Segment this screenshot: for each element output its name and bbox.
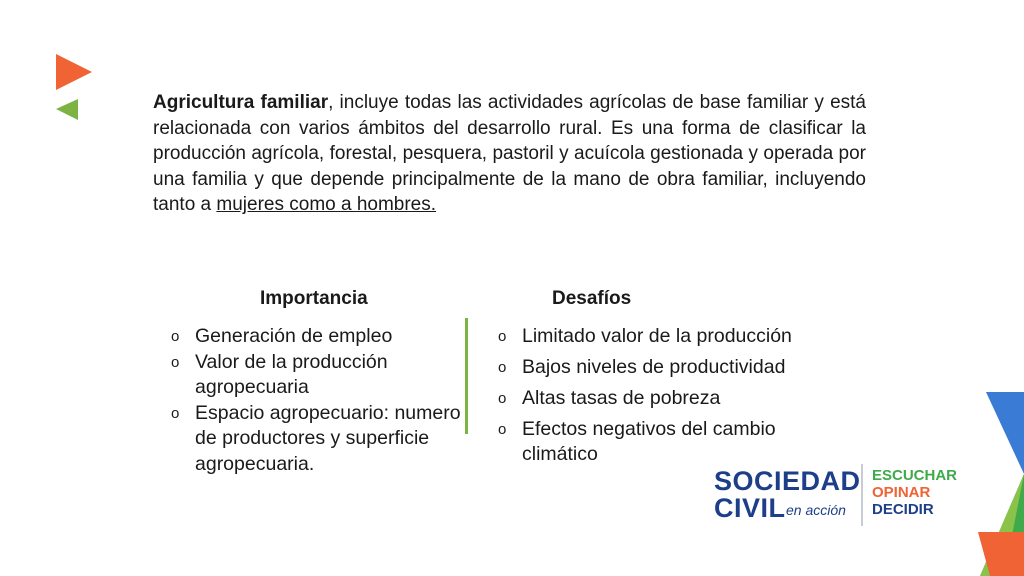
- importancia-list: [171, 324, 461, 477]
- logo-separator: [861, 464, 863, 526]
- sociedad-civil-logo: [712, 462, 972, 528]
- intro-text: , incluye todas las actividades agrícolas de base familiar y está relacionada con varios ámbitos del desarrollo rural. Es una forma de clasificar la producción agrícola, forestal, pesquera, pastoril y acuícola gestionada y operada por una familia y que depende principalmente de la mano de obra familiar, incluyendo tanto a: [153, 92, 866, 216]
- desafios-title: Desafíos: [552, 288, 632, 309]
- green-triangle-icon: [54, 97, 80, 123]
- logo-word-2: OPINAR: [872, 484, 931, 501]
- intro-bold-term: Agricultura familiar: [153, 92, 329, 113]
- desafios-list: [498, 324, 838, 473]
- list-item: o Espacio agropecuario: numero de productores y superficie agropecuaria.: [171, 401, 461, 478]
- list-item: o Limitado valor de la producción: [498, 324, 838, 349]
- column-divider: [465, 318, 468, 434]
- corner-geometric-decoration: [970, 390, 1024, 576]
- list-item: o Generación de empleo: [171, 324, 461, 350]
- logo-line-2: CIVIL: [714, 493, 786, 523]
- orange-triangle-icon: [54, 52, 94, 92]
- logo-line-1: SOCIEDAD: [714, 466, 861, 496]
- importancia-title: Importancia: [260, 288, 368, 309]
- list-item: o Bajos niveles de productividad: [498, 355, 838, 380]
- list-item: o Efectos negativos del cambio climático: [498, 417, 838, 467]
- list-item: o Altas tasas de pobreza: [498, 386, 838, 411]
- logo-word-3: DECIDIR: [872, 501, 934, 518]
- list-item: o Valor de la producción agropecuaria: [171, 350, 461, 401]
- intro-underlined-text: mujeres como a hombres.: [216, 194, 437, 216]
- logo-tagline: en acción: [786, 502, 846, 518]
- logo-word-1: ESCUCHAR: [872, 467, 958, 484]
- intro-paragraph: [153, 90, 866, 218]
